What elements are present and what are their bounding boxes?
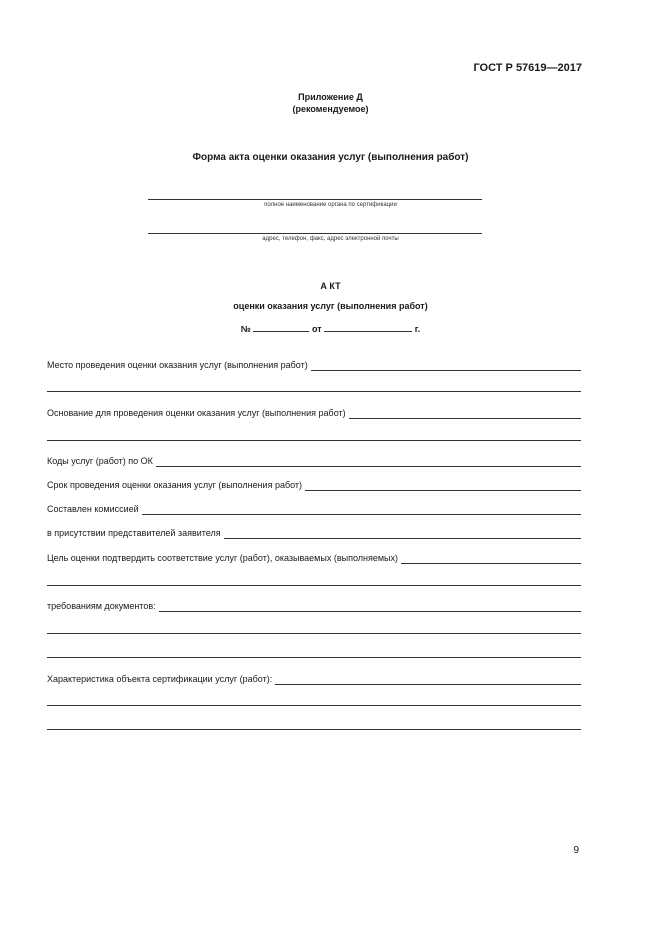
place-label: Место проведения оценки оказания услуг (выполнения работ): [47, 360, 308, 370]
contacts-line: [148, 233, 482, 234]
period-input-line[interactable]: [305, 480, 581, 491]
number-label: №: [240, 324, 251, 334]
requirements-input-line[interactable]: [159, 601, 581, 612]
act-title: А КТ: [320, 281, 341, 291]
codes-input-line[interactable]: [156, 456, 581, 467]
year-label: г.: [414, 324, 421, 334]
basis-continuation-line[interactable]: [47, 440, 581, 441]
requirements-field: [47, 598, 581, 612]
characteristic-input-line[interactable]: [275, 674, 581, 685]
place-field: [47, 357, 581, 371]
basis-field: [47, 405, 581, 419]
from-label: от: [312, 324, 322, 334]
characteristic-label: Характеристика объекта сертификации услуг (работ):: [47, 674, 273, 684]
commission-input-line[interactable]: [142, 504, 581, 515]
purpose-continuation-line[interactable]: [47, 585, 581, 586]
purpose-input-line[interactable]: [401, 553, 581, 564]
page-number: 9: [573, 845, 579, 856]
basis-label: Основание для проведения оценки оказания услуг (выполнения работ): [47, 408, 346, 418]
presence-label: в присутствии представителей заявителя: [47, 528, 221, 538]
appendix-title: Приложение Д: [298, 92, 363, 102]
commission-label: Составлен комиссией: [47, 504, 139, 514]
form-title: Форма акта оценки оказания услуг (выполнения работ): [192, 152, 469, 163]
act-subtitle: оценки оказания услуг (выполнения работ): [233, 301, 428, 311]
place-input-line[interactable]: [311, 360, 581, 371]
org-name-line: [148, 199, 482, 200]
purpose-label: Цель оценки подтвердить соответствие услуг (работ), оказываемых (выполняемых): [47, 553, 399, 563]
place-continuation-line[interactable]: [47, 391, 581, 392]
requirements-continuation-line-2[interactable]: [47, 657, 581, 658]
characteristic-continuation-line-2[interactable]: [47, 729, 581, 730]
commission-field: [47, 501, 581, 515]
document-code: ГОСТ Р 57619—2017: [473, 62, 582, 74]
presence-field: [47, 525, 581, 539]
codes-label: Коды услуг (работ) по ОК: [47, 456, 153, 466]
purpose-field: [47, 550, 581, 564]
presence-input-line[interactable]: [224, 528, 581, 539]
period-label: Срок проведения оценки оказания услуг (выполнения работ): [47, 480, 303, 490]
basis-input-line[interactable]: [349, 408, 581, 419]
number-blank[interactable]: [253, 322, 309, 332]
requirements-label: требованиям документов:: [47, 601, 156, 611]
requirements-continuation-line-1[interactable]: [47, 633, 581, 634]
act-number-line: [0, 322, 661, 334]
codes-field: [47, 453, 581, 467]
period-field: [47, 477, 581, 491]
org-name-caption: полное наименование органа по сертификации: [264, 202, 397, 208]
characteristic-field: [47, 671, 581, 685]
appendix-status: (рекомендуемое): [292, 104, 369, 114]
date-blank[interactable]: [324, 322, 412, 332]
contacts-caption: адрес, телефон, факс, адрес электронной почты: [262, 236, 399, 242]
characteristic-continuation-line-1[interactable]: [47, 705, 581, 706]
